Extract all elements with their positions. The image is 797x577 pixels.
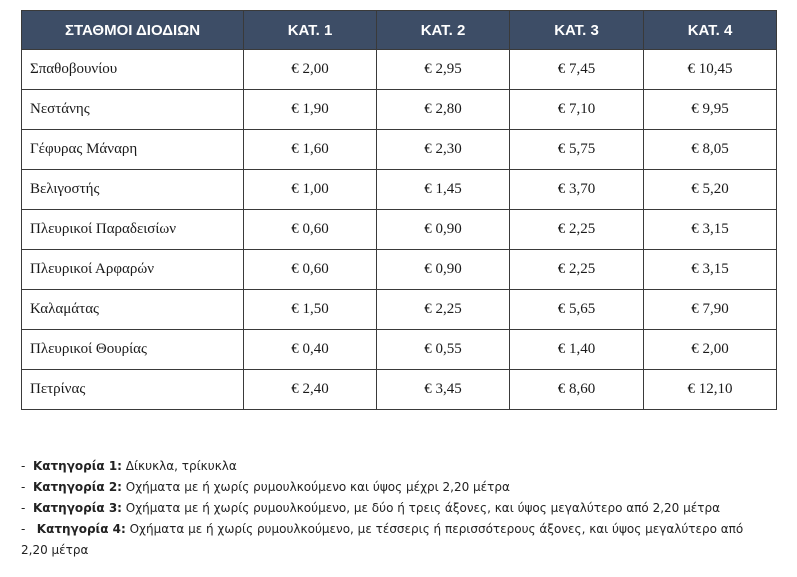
table-row: [22, 250, 777, 290]
note-line: [21, 498, 791, 519]
header-stations: ΣΤΑΘΜΟΙ ΔΙΟΔΙΩΝ: [22, 11, 244, 50]
price-cat1-cell: € 1,00: [244, 170, 377, 210]
station-name-cell: Καλαμάτας: [22, 290, 244, 330]
price-cat2-cell: € 1,45: [377, 170, 510, 210]
price-cat3-cell: € 2,25: [510, 250, 644, 290]
price-cat2-cell: € 2,80: [377, 90, 510, 130]
note-line: [21, 456, 791, 477]
price-cat1-cell: € 0,40: [244, 330, 377, 370]
category-notes: [21, 456, 791, 561]
price-cat4-cell: € 2,00: [644, 330, 777, 370]
note-description: Οχήματα με ή χωρίς ρυμουλκούμενο και ύψος μέχρι 2,20 μέτρα: [121, 480, 510, 494]
price-cat1-cell: € 1,50: [244, 290, 377, 330]
note-bullet: -: [21, 522, 37, 536]
table-row: [22, 370, 777, 410]
toll-prices-table: [21, 10, 777, 410]
price-cat4-cell: € 8,05: [644, 130, 777, 170]
price-cat1-cell: € 2,40: [244, 370, 377, 410]
note-category-label: Κατηγορία 3:: [32, 501, 122, 515]
price-cat3-cell: € 5,65: [510, 290, 644, 330]
header-cat4: ΚΑΤ. 4: [644, 11, 777, 50]
note-description: Οχήματα με ή χωρίς ρυμουλκούμενο, με τέσσερις ή περισσότερους άξονες, και ύψος μεγαλύτερο από: [125, 522, 744, 536]
table-row: [22, 290, 777, 330]
price-cat2-cell: € 0,90: [377, 210, 510, 250]
station-name-cell: Νεστάνης: [22, 90, 244, 130]
station-name-cell: Σπαθοβουνίου: [22, 50, 244, 90]
price-cat3-cell: € 2,25: [510, 210, 644, 250]
price-cat4-cell: € 12,10: [644, 370, 777, 410]
station-name-cell: Πετρίνας: [22, 370, 244, 410]
station-name-cell: Γέφυρας Μάναρη: [22, 130, 244, 170]
note-line: [21, 519, 791, 540]
table-row: [22, 90, 777, 130]
price-cat1-cell: € 1,60: [244, 130, 377, 170]
price-cat4-cell: € 10,45: [644, 50, 777, 90]
station-name-cell: Πλευρικοί Παραδεισίων: [22, 210, 244, 250]
price-cat3-cell: € 7,10: [510, 90, 644, 130]
price-cat3-cell: € 8,60: [510, 370, 644, 410]
table-row: [22, 170, 777, 210]
price-cat1-cell: € 1,90: [244, 90, 377, 130]
note-bullet: -: [21, 501, 33, 515]
note-description: Δίκυκλα, τρίκυκλα: [121, 459, 237, 473]
note-line: [21, 477, 791, 498]
price-cat2-cell: € 2,25: [377, 290, 510, 330]
header-cat3: ΚΑΤ. 3: [510, 11, 644, 50]
station-name-cell: Πλευρικοί Αρφαρών: [22, 250, 244, 290]
note-continuation: 2,20 μέτρα: [21, 543, 89, 557]
price-cat1-cell: € 0,60: [244, 250, 377, 290]
station-name-cell: Πλευρικοί Θουρίας: [22, 330, 244, 370]
table-row: [22, 330, 777, 370]
station-name-cell: Βελιγοστής: [22, 170, 244, 210]
header-cat1: ΚΑΤ. 1: [244, 11, 377, 50]
price-cat2-cell: € 0,55: [377, 330, 510, 370]
price-cat3-cell: € 3,70: [510, 170, 644, 210]
price-cat2-cell: € 2,30: [377, 130, 510, 170]
note-category-label: Κατηγορία 4:: [36, 522, 126, 536]
price-cat4-cell: € 3,15: [644, 210, 777, 250]
price-cat2-cell: € 0,90: [377, 250, 510, 290]
table-header-row: [22, 11, 777, 50]
note-bullet: -: [21, 480, 33, 494]
price-cat2-cell: € 3,45: [377, 370, 510, 410]
price-cat1-cell: € 0,60: [244, 210, 377, 250]
table-row: [22, 210, 777, 250]
price-cat4-cell: € 9,95: [644, 90, 777, 130]
note-category-label: Κατηγορία 1:: [32, 459, 122, 473]
price-cat4-cell: € 7,90: [644, 290, 777, 330]
price-cat3-cell: € 5,75: [510, 130, 644, 170]
price-cat1-cell: € 2,00: [244, 50, 377, 90]
price-cat2-cell: € 2,95: [377, 50, 510, 90]
price-cat4-cell: € 3,15: [644, 250, 777, 290]
price-cat3-cell: € 7,45: [510, 50, 644, 90]
price-cat3-cell: € 1,40: [510, 330, 644, 370]
price-cat4-cell: € 5,20: [644, 170, 777, 210]
header-cat2: ΚΑΤ. 2: [377, 11, 510, 50]
note-bullet: -: [21, 459, 33, 473]
note-description: Οχήματα με ή χωρίς ρυμουλκούμενο, με δύο ή τρεις άξονες, και ύψος μεγαλύτερο από 2,20 μέτρα: [121, 501, 720, 515]
table-row: [22, 130, 777, 170]
note-category-label: Κατηγορία 2:: [32, 480, 122, 494]
table-row: [22, 50, 777, 90]
